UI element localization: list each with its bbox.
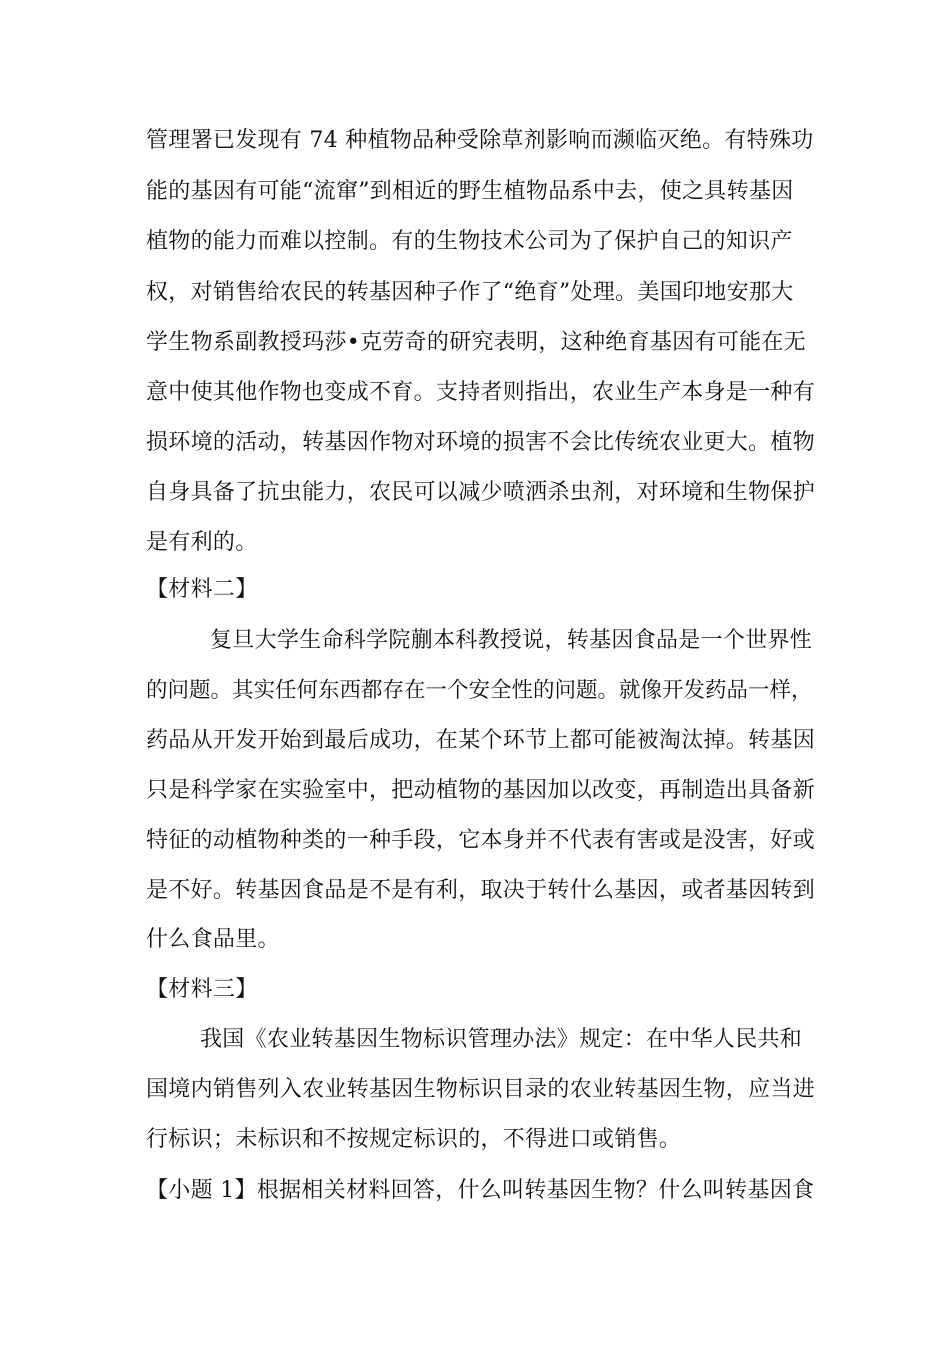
text-line: 是不好。转基因食品是不是有利，取决于转什么基因，或者基因转到 [146, 878, 816, 903]
text-line: 意中使其他作物也变成不育。支持者则指出，农业生产本身是一种有 [146, 380, 816, 405]
text-line: 什么食品里。 [146, 927, 280, 952]
text-line: 管理署已发现有 74 种植物品种受除草剂影响而濒临灭绝。有特殊功 [146, 128, 814, 153]
text-line: 自身具备了抗虫能力，农民可以减少喷洒杀虫剂，对环境和生物保护 [146, 480, 816, 505]
text-line: 权，对销售给农民的转基因种子作了“绝育”处理。美国印地安那大 [146, 280, 794, 305]
text-line: 药品从开发开始到最后成功，在某个环节上都可能被淘汰掉。转基因 [146, 728, 816, 753]
text-line: 的问题。其实任何东西都存在一个安全性的问题。就像开发药品一样， [146, 678, 813, 703]
text-line: 我国《农业转基因生物标识管理办法》规定：在中华人民共和 [200, 1027, 803, 1052]
text-line: 国境内销售列入农业转基因生物标识目录的农业转基因生物，应当进 [146, 1077, 816, 1102]
text-line: 学生物系副教授玛莎•克劳奇的研究表明，这种绝育基因有可能在无 [146, 330, 806, 355]
text-line: 损环境的活动，转基因作物对环境的损害不会比传统农业更大。植物 [146, 430, 816, 455]
section-heading-material-2: 【材料二】 [146, 577, 258, 602]
text-line: 复旦大学生命科学院蒯本科教授说，转基因食品是一个世界性 [210, 628, 813, 653]
text-line: 是有利的。 [146, 530, 258, 555]
text-line: 能的基因有可能“流窜”到相近的野生植物品系中去，使之具转基因 [146, 179, 794, 204]
text-line: 特征的动植物种类的一种手段，它本身并不代表有害或是没害，好或 [146, 828, 816, 853]
text-line: 植物的能力而难以控制。有的生物技术公司为了保护自己的知识产 [146, 229, 793, 254]
section-heading-material-3: 【材料三】 [146, 977, 258, 1002]
text-line: 只是科学家在实验室中，把动植物的基因加以改变，再制造出具备新 [146, 778, 816, 803]
question-line: 【小题 1】根据相关材料回答，什么叫转基因生物？什么叫转基因食 [146, 1178, 815, 1203]
text-line: 行标识；未标识和不按规定标识的，不得进口或销售。 [146, 1127, 682, 1152]
